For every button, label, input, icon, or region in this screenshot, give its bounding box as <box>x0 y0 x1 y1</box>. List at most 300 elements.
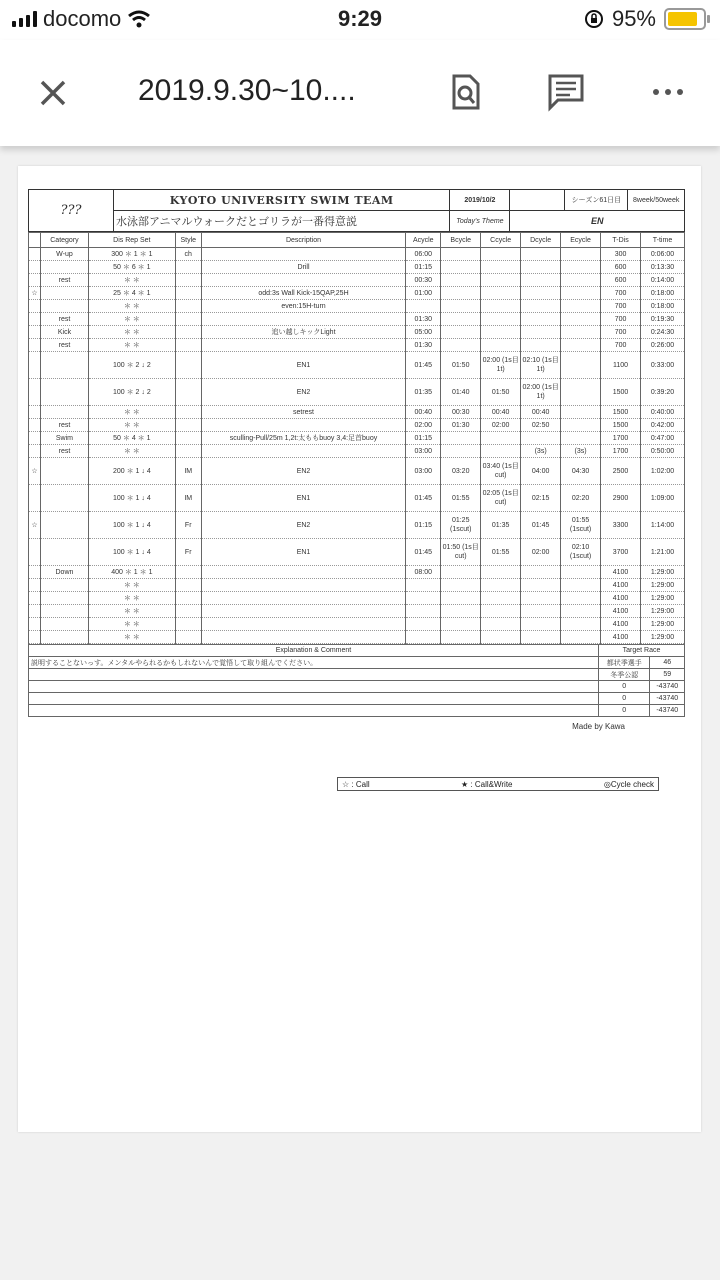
table-row <box>29 261 685 274</box>
cell-d: (3s) <box>521 445 561 458</box>
cell-style: IM <box>175 458 201 485</box>
cell-e <box>561 618 601 631</box>
comments-icon[interactable] <box>546 72 586 112</box>
cell-e <box>561 248 601 261</box>
cell-style <box>175 631 201 644</box>
cell-desc: EN2 <box>201 458 406 485</box>
cell-desc: EN2 <box>201 512 406 539</box>
cell-d <box>521 631 561 644</box>
table-row <box>29 379 685 406</box>
cell-mk <box>29 539 41 566</box>
table-header <box>29 233 685 248</box>
cell-dis: ＊ ＊ <box>88 313 175 326</box>
cell-dis: 100 ＊ 1 ↓ 4 <box>88 485 175 512</box>
legend-call: ☆ : Call <box>342 779 370 789</box>
subtitle: 水泳部アニマルウォークだとゴリラが一番得意説 <box>114 211 450 232</box>
swim-menu-sheet <box>28 189 685 731</box>
column-header-mark <box>29 233 41 248</box>
battery-percent: 95% <box>611 6 656 31</box>
cell-e <box>561 287 601 300</box>
cell-cat: W-up <box>40 248 88 261</box>
cell-dis: ＊ ＊ <box>88 618 175 631</box>
cell-tt: 1:29:00 <box>641 605 685 618</box>
mark-cell: ??? <box>29 190 114 232</box>
table-row <box>29 313 685 326</box>
cell-a: 01:15 <box>406 261 441 274</box>
cell-e: 02:20 <box>561 485 601 512</box>
cell-e <box>561 419 601 432</box>
cell-mk: ☆ <box>29 512 41 539</box>
cell-d: 02:10 (1s目1t) <box>521 352 561 379</box>
cell-cat: rest <box>40 313 88 326</box>
cell-td: 300 <box>601 248 641 261</box>
legend-call-write: ★ : Call&Write <box>461 779 513 789</box>
table-row <box>29 326 685 339</box>
table-row <box>29 592 685 605</box>
cell-dis: ＊ ＊ <box>88 339 175 352</box>
cell-td: 3300 <box>601 512 641 539</box>
cell-d <box>521 248 561 261</box>
cell-dis: ＊ ＊ <box>88 326 175 339</box>
cell-mk <box>29 566 41 579</box>
cell-td: 2900 <box>601 485 641 512</box>
cell-td: 700 <box>601 339 641 352</box>
cell-d <box>521 566 561 579</box>
cell-mk <box>29 419 41 432</box>
cell-dis: 50 ＊ 4 ＊ 1 <box>88 432 175 445</box>
cell-style <box>175 300 201 313</box>
cell-b: 03:20 <box>441 458 481 485</box>
cell-d <box>521 261 561 274</box>
cell-a: 00:30 <box>406 274 441 287</box>
cell-a: 05:00 <box>406 326 441 339</box>
table-row <box>29 406 685 419</box>
table-row <box>29 445 685 458</box>
more-options-icon[interactable] <box>648 72 688 112</box>
cell-style: ch <box>175 248 201 261</box>
status-right <box>584 6 706 32</box>
cell-c <box>481 274 521 287</box>
cell-b <box>441 274 481 287</box>
cell-mk <box>29 379 41 406</box>
cell-d: 00:40 <box>521 406 561 419</box>
cell-cat <box>40 579 88 592</box>
cell-desc: even:15H-turn <box>201 300 406 313</box>
app-bar <box>0 40 720 146</box>
cell-c <box>481 579 521 592</box>
table-row <box>29 512 685 539</box>
cell-d: 02:50 <box>521 419 561 432</box>
cell-desc <box>201 339 406 352</box>
clock: 9:29 <box>337 6 383 31</box>
cell-e <box>561 352 601 379</box>
cell-tt: 0:24:30 <box>641 326 685 339</box>
table-row <box>29 287 685 300</box>
cell-desc: EN1 <box>201 539 406 566</box>
cell-td: 2500 <box>601 458 641 485</box>
cell-tt: 1:29:00 <box>641 566 685 579</box>
cell-style: Fr <box>175 539 201 566</box>
cell-b <box>441 618 481 631</box>
target-name: 冬季公認 <box>599 669 650 681</box>
cell-e <box>561 379 601 406</box>
cell-cat <box>40 592 88 605</box>
cell-dis: 100 ＊ 2 ↓ 2 <box>88 379 175 406</box>
column-header: Acycle <box>406 233 441 248</box>
footer-table <box>28 644 685 717</box>
cell-d <box>521 579 561 592</box>
cell-c <box>481 605 521 618</box>
cell-c: 00:40 <box>481 406 521 419</box>
cell-c <box>481 248 521 261</box>
cell-e <box>561 274 601 287</box>
cell-tt: 0:33:00 <box>641 352 685 379</box>
table-row <box>29 485 685 512</box>
cell-desc <box>201 419 406 432</box>
cell-td: 4100 <box>601 579 641 592</box>
cell-a <box>406 605 441 618</box>
cell-mk: ☆ <box>29 458 41 485</box>
cell-c: 01:55 <box>481 539 521 566</box>
cell-cat <box>40 379 88 406</box>
cell-mk <box>29 406 41 419</box>
cell-b <box>441 300 481 313</box>
find-in-document-icon[interactable] <box>446 72 486 112</box>
cell-a <box>406 631 441 644</box>
cell-desc <box>201 605 406 618</box>
cell-b: 01:55 <box>441 485 481 512</box>
cell-d: 04:00 <box>521 458 561 485</box>
cell-e <box>561 631 601 644</box>
cell-cat <box>40 618 88 631</box>
cell-tt: 0:39:20 <box>641 379 685 406</box>
cell-c <box>481 631 521 644</box>
battery-icon <box>664 8 706 30</box>
cell-b <box>441 261 481 274</box>
cell-c: 02:00 <box>481 419 521 432</box>
cell-e <box>561 313 601 326</box>
cell-a: 01:45 <box>406 539 441 566</box>
cell-style <box>175 379 201 406</box>
cell-desc <box>201 313 406 326</box>
cell-desc: Drill <box>201 261 406 274</box>
document-title: 2019.9.30~10.... <box>138 74 356 107</box>
cell-tt: 0:47:00 <box>641 432 685 445</box>
cell-c <box>481 445 521 458</box>
cell-td: 4100 <box>601 566 641 579</box>
cell-tt: 0:14:00 <box>641 274 685 287</box>
cell-td: 1700 <box>601 432 641 445</box>
table-row <box>29 248 685 261</box>
table-row <box>29 618 685 631</box>
cell-b <box>441 313 481 326</box>
cell-style <box>175 432 201 445</box>
cell-e <box>561 261 601 274</box>
cell-b <box>441 579 481 592</box>
cell-tt: 1:29:00 <box>641 579 685 592</box>
column-header: Style <box>175 233 201 248</box>
close-icon[interactable] <box>36 76 70 110</box>
cell-d <box>521 313 561 326</box>
cell-cat: rest <box>40 274 88 287</box>
cell-b: 01:30 <box>441 419 481 432</box>
cell-mk <box>29 339 41 352</box>
blank-cell <box>510 190 565 211</box>
cell-d <box>521 326 561 339</box>
cell-d: 01:45 <box>521 512 561 539</box>
cell-b <box>441 605 481 618</box>
cell-td: 700 <box>601 326 641 339</box>
cell-e <box>561 432 601 445</box>
cell-style <box>175 445 201 458</box>
cell-style: Fr <box>175 512 201 539</box>
cell-desc <box>201 579 406 592</box>
column-header: Ecycle <box>561 233 601 248</box>
cell-tt: 0:40:00 <box>641 406 685 419</box>
table-row <box>29 339 685 352</box>
cell-d <box>521 274 561 287</box>
table-row <box>29 432 685 445</box>
target-value: -43740 <box>650 681 685 693</box>
cell-tt: 1:29:00 <box>641 618 685 631</box>
target-name: 0 <box>599 693 650 705</box>
cell-e <box>561 566 601 579</box>
cell-dis: 50 ＊ 6 ＊ 1 <box>88 261 175 274</box>
cell-c <box>481 592 521 605</box>
cell-b <box>441 326 481 339</box>
column-header: Bcycle <box>441 233 481 248</box>
cell-dis: ＊ ＊ <box>88 631 175 644</box>
cell-desc: 追い越しキックLight <box>201 326 406 339</box>
cell-c <box>481 566 521 579</box>
cell-tt: 1:29:00 <box>641 592 685 605</box>
cell-a: 01:30 <box>406 313 441 326</box>
cell-dis: ＊ ＊ <box>88 579 175 592</box>
cell-cat <box>40 605 88 618</box>
cell-desc: setrest <box>201 406 406 419</box>
cell-tt: 0:18:00 <box>641 287 685 300</box>
cell-desc: odd:3s Wall Kick-15QAP,25H <box>201 287 406 300</box>
column-header: Dcycle <box>521 233 561 248</box>
cell-a: 01:45 <box>406 485 441 512</box>
cell-d: 02:00 <box>521 539 561 566</box>
cell-a: 01:00 <box>406 287 441 300</box>
cell-d <box>521 339 561 352</box>
target-value: 46 <box>650 657 685 669</box>
cell-tt: 0:18:00 <box>641 300 685 313</box>
cell-style <box>175 406 201 419</box>
cell-td: 4100 <box>601 618 641 631</box>
target-name: 0 <box>599 705 650 717</box>
cell-e: 02:10 (1scut) <box>561 539 601 566</box>
season-cell: シーズン61日目 <box>565 190 628 211</box>
cell-e: 04:30 <box>561 458 601 485</box>
cell-c: 02:00 (1s目1t) <box>481 352 521 379</box>
table-row <box>29 419 685 432</box>
cell-mk <box>29 326 41 339</box>
cell-e <box>561 406 601 419</box>
cell-td: 4100 <box>601 631 641 644</box>
cell-mk <box>29 352 41 379</box>
cell-b: 01:25 (1scut) <box>441 512 481 539</box>
cell-a: 01:15 <box>406 432 441 445</box>
date-cell: 2019/10/2 <box>450 190 510 211</box>
cell-b <box>441 592 481 605</box>
cell-cat <box>40 300 88 313</box>
cell-tt: 0:50:00 <box>641 445 685 458</box>
cell-tt: 1:21:00 <box>641 539 685 566</box>
table-row <box>29 605 685 618</box>
cell-a: 03:00 <box>406 458 441 485</box>
cell-dis: 100 ＊ 2 ↓ 2 <box>88 352 175 379</box>
cell-mk <box>29 485 41 512</box>
cell-b <box>441 432 481 445</box>
status-bar <box>0 0 720 40</box>
cell-cat <box>40 485 88 512</box>
cell-td: 700 <box>601 300 641 313</box>
cell-tt: 0:26:00 <box>641 339 685 352</box>
cell-a: 01:15 <box>406 512 441 539</box>
sheet-header <box>28 189 685 232</box>
cell-a: 00:40 <box>406 406 441 419</box>
cell-style <box>175 605 201 618</box>
cell-tt: 1:14:00 <box>641 512 685 539</box>
cell-td: 600 <box>601 261 641 274</box>
cell-style <box>175 566 201 579</box>
cell-mk <box>29 248 41 261</box>
cell-desc: sculling-Pull/25m 1,2t:太ももbuoy 3,4:足首buoy <box>201 432 406 445</box>
cell-td: 700 <box>601 313 641 326</box>
cell-b <box>441 445 481 458</box>
column-header: Category <box>40 233 88 248</box>
menu-table <box>28 232 685 644</box>
column-header: Ccycle <box>481 233 521 248</box>
cell-desc: EN1 <box>201 352 406 379</box>
table-row <box>29 579 685 592</box>
cell-b <box>441 287 481 300</box>
carrier-label: docomo <box>43 6 122 31</box>
cell-desc <box>201 566 406 579</box>
cell-cat: rest <box>40 445 88 458</box>
cell-e <box>561 579 601 592</box>
cell-c: 02:05 (1s目cut) <box>481 485 521 512</box>
cell-c: 01:35 <box>481 512 521 539</box>
cell-style <box>175 261 201 274</box>
cell-d <box>521 432 561 445</box>
cell-style <box>175 339 201 352</box>
cell-desc: EN1 <box>201 485 406 512</box>
cell-a <box>406 300 441 313</box>
cell-td: 1500 <box>601 379 641 406</box>
cell-td: 600 <box>601 274 641 287</box>
cell-cat <box>40 287 88 300</box>
cell-tt: 1:29:00 <box>641 631 685 644</box>
cell-td: 4100 <box>601 592 641 605</box>
cell-dis: ＊ ＊ <box>88 274 175 287</box>
cell-cat <box>40 512 88 539</box>
cell-e <box>561 326 601 339</box>
cell-b <box>441 631 481 644</box>
cell-mk <box>29 579 41 592</box>
cell-cat: Kick <box>40 326 88 339</box>
cell-c <box>481 618 521 631</box>
cell-tt: 1:02:00 <box>641 458 685 485</box>
cell-b: 01:40 <box>441 379 481 406</box>
cell-mk <box>29 261 41 274</box>
target-value: -43740 <box>650 705 685 717</box>
cell-desc <box>201 618 406 631</box>
theme-value: EN <box>510 211 685 232</box>
cell-b: 01:50 <box>441 352 481 379</box>
today-theme-label: Today's Theme <box>450 211 510 232</box>
cell-d <box>521 287 561 300</box>
cell-tt: 1:09:00 <box>641 485 685 512</box>
legend-cycle-check: ◎Cycle check <box>603 779 654 789</box>
cell-mk <box>29 592 41 605</box>
cell-cat <box>40 406 88 419</box>
column-header: T-time <box>641 233 685 248</box>
cell-a: 02:00 <box>406 419 441 432</box>
cell-cat <box>40 631 88 644</box>
table-row <box>29 274 685 287</box>
cell-dis: 300 ＊ 1 ＊ 1 <box>88 248 175 261</box>
cell-dis: ＊ ＊ <box>88 605 175 618</box>
cell-style <box>175 352 201 379</box>
column-header: T-Dis <box>601 233 641 248</box>
cell-a <box>406 618 441 631</box>
table-row <box>29 631 685 644</box>
cell-cat <box>40 539 88 566</box>
cell-td: 3700 <box>601 539 641 566</box>
cell-c <box>481 313 521 326</box>
cell-mk <box>29 432 41 445</box>
cell-c <box>481 432 521 445</box>
cell-dis: ＊ ＊ <box>88 592 175 605</box>
cell-td: 1500 <box>601 419 641 432</box>
cell-a <box>406 579 441 592</box>
cell-e <box>561 300 601 313</box>
cell-e <box>561 605 601 618</box>
orientation-lock-icon <box>584 9 604 29</box>
cell-style <box>175 274 201 287</box>
cell-style: IM <box>175 485 201 512</box>
cell-style <box>175 326 201 339</box>
cell-a: 01:45 <box>406 352 441 379</box>
column-header: Dis Rep Set <box>88 233 175 248</box>
cell-style <box>175 313 201 326</box>
cell-style <box>175 419 201 432</box>
cell-dis: ＊ ＊ <box>88 300 175 313</box>
cell-b: 01:50 (1s目cut) <box>441 539 481 566</box>
cell-desc <box>201 592 406 605</box>
cell-dis: ＊ ＊ <box>88 406 175 419</box>
table-row <box>29 352 685 379</box>
cell-cat <box>40 458 88 485</box>
cell-mk <box>29 631 41 644</box>
cell-c <box>481 326 521 339</box>
cell-c <box>481 300 521 313</box>
legend <box>337 777 659 791</box>
cell-b <box>441 339 481 352</box>
cell-mk <box>29 274 41 287</box>
cell-dis: 200 ＊ 1 ↓ 4 <box>88 458 175 485</box>
cell-cat: Swim <box>40 432 88 445</box>
cell-e: (3s) <box>561 445 601 458</box>
table-row <box>29 300 685 313</box>
cell-td: 700 <box>601 287 641 300</box>
cell-e <box>561 592 601 605</box>
cell-td: 1100 <box>601 352 641 379</box>
